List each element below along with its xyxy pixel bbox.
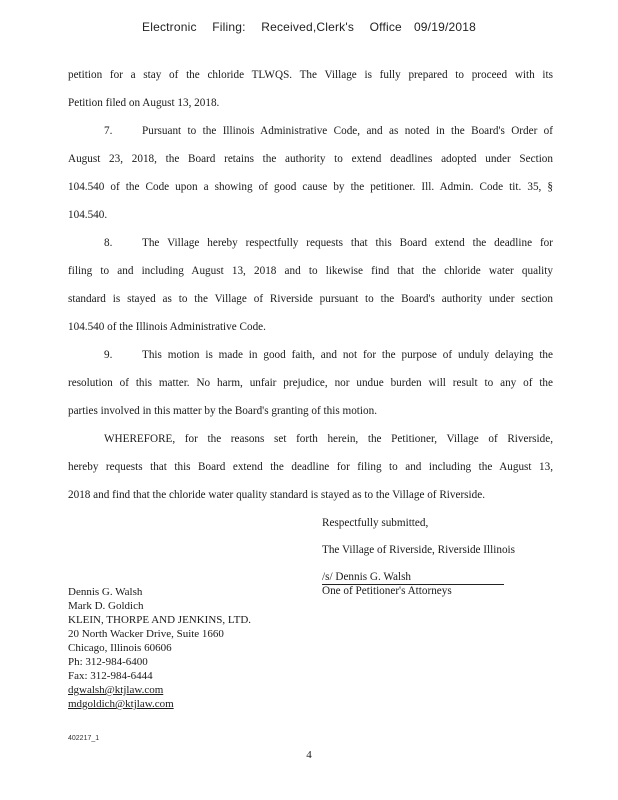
header-electronic: Electronic: [142, 20, 197, 34]
p8-line1: The Village hereby respectfully requests that this Board extend the deadline for: [142, 237, 553, 249]
p7-line4: 104.540.: [68, 209, 108, 221]
p9-line3: parties involved in this matter by the Board's granting of this motion.: [68, 405, 378, 417]
street-address: 20 North Wacker Drive, Suite 1660: [68, 628, 224, 640]
p7-line3: 104.540 of the Code upon a showing of good cause by the petitioner. Ill. Admin. Code tit. 35, §: [68, 181, 553, 193]
header-office: Office: [369, 20, 402, 34]
attorney-name-1: Dennis G. Walsh: [68, 586, 143, 598]
signature: /s/ Dennis G. Walsh: [322, 571, 412, 583]
p7-number: 7.: [104, 125, 113, 137]
p0-line1: petition for a stay of the chloride TLWQS. The Village is fully prepared to proceed with its: [68, 69, 553, 81]
fax: Fax: 312-984-6444: [68, 670, 153, 682]
p0-line2: Petition filed on August 13, 2018.: [68, 97, 220, 109]
closing: Respectfully submitted,: [322, 517, 429, 529]
document-id: 402217_1: [68, 735, 100, 742]
header-filing: Filing:: [212, 20, 246, 34]
p9-line1: This motion is made in good faith, and not for the purpose of unduly delaying the: [142, 349, 553, 361]
attorney-name-2: Mark D. Goldich: [68, 600, 144, 612]
p9-number: 9.: [104, 349, 113, 361]
p8-line4: 104.540 of the Illinois Administrative Code.: [68, 321, 266, 333]
signatory-role: One of Petitioner's Attorneys: [322, 585, 452, 597]
p7-line2: August 23, 2018, the Board retains the authority to extend deadlines adopted under Section: [68, 153, 553, 165]
filing-header: [0, 20, 618, 34]
wherefore-line1: WHEREFORE, for the reasons set forth herein, the Petitioner, Village of Riverside,: [104, 433, 553, 445]
wherefore-line2: hereby requests that this Board extend the deadline for filing to and including the August 13,: [68, 461, 553, 473]
page-number: 4: [306, 749, 312, 761]
attorney-address-block: [68, 585, 251, 711]
email-link-1[interactable]: dgwalsh@ktjlaw.com: [68, 684, 164, 696]
header-date: 09/19/2018: [413, 20, 476, 34]
city-state-zip: Chicago, Illinois 60606: [68, 642, 172, 654]
p8-number: 8.: [104, 237, 113, 249]
law-firm: KLEIN, THORPE AND JENKINS, LTD.: [68, 614, 252, 626]
p9-line2: resolution of this matter. No harm, unfair prejudice, nor undue burden will result to any of the: [68, 377, 553, 389]
header-received: Received,Clerk's: [261, 20, 355, 34]
signing-party: The Village of Riverside, Riverside Illinois: [322, 544, 515, 556]
p8-line2: filing to and including August 13, 2018 and to likewise find that the chloride water quality: [68, 265, 553, 277]
email-link-2[interactable]: mdgoldich@ktjlaw.com: [68, 698, 174, 710]
phone: Ph: 312-984-6400: [68, 656, 148, 668]
wherefore-line3: 2018 and find that the chloride water quality standard is stayed as to the Village of Riverside.: [68, 489, 485, 501]
p8-line3: standard is stayed as to the Village of Riverside pursuant to the Board's authority under section: [68, 293, 553, 305]
p7-line1: Pursuant to the Illinois Administrative Code, and as noted in the Board's Order of: [142, 125, 553, 137]
